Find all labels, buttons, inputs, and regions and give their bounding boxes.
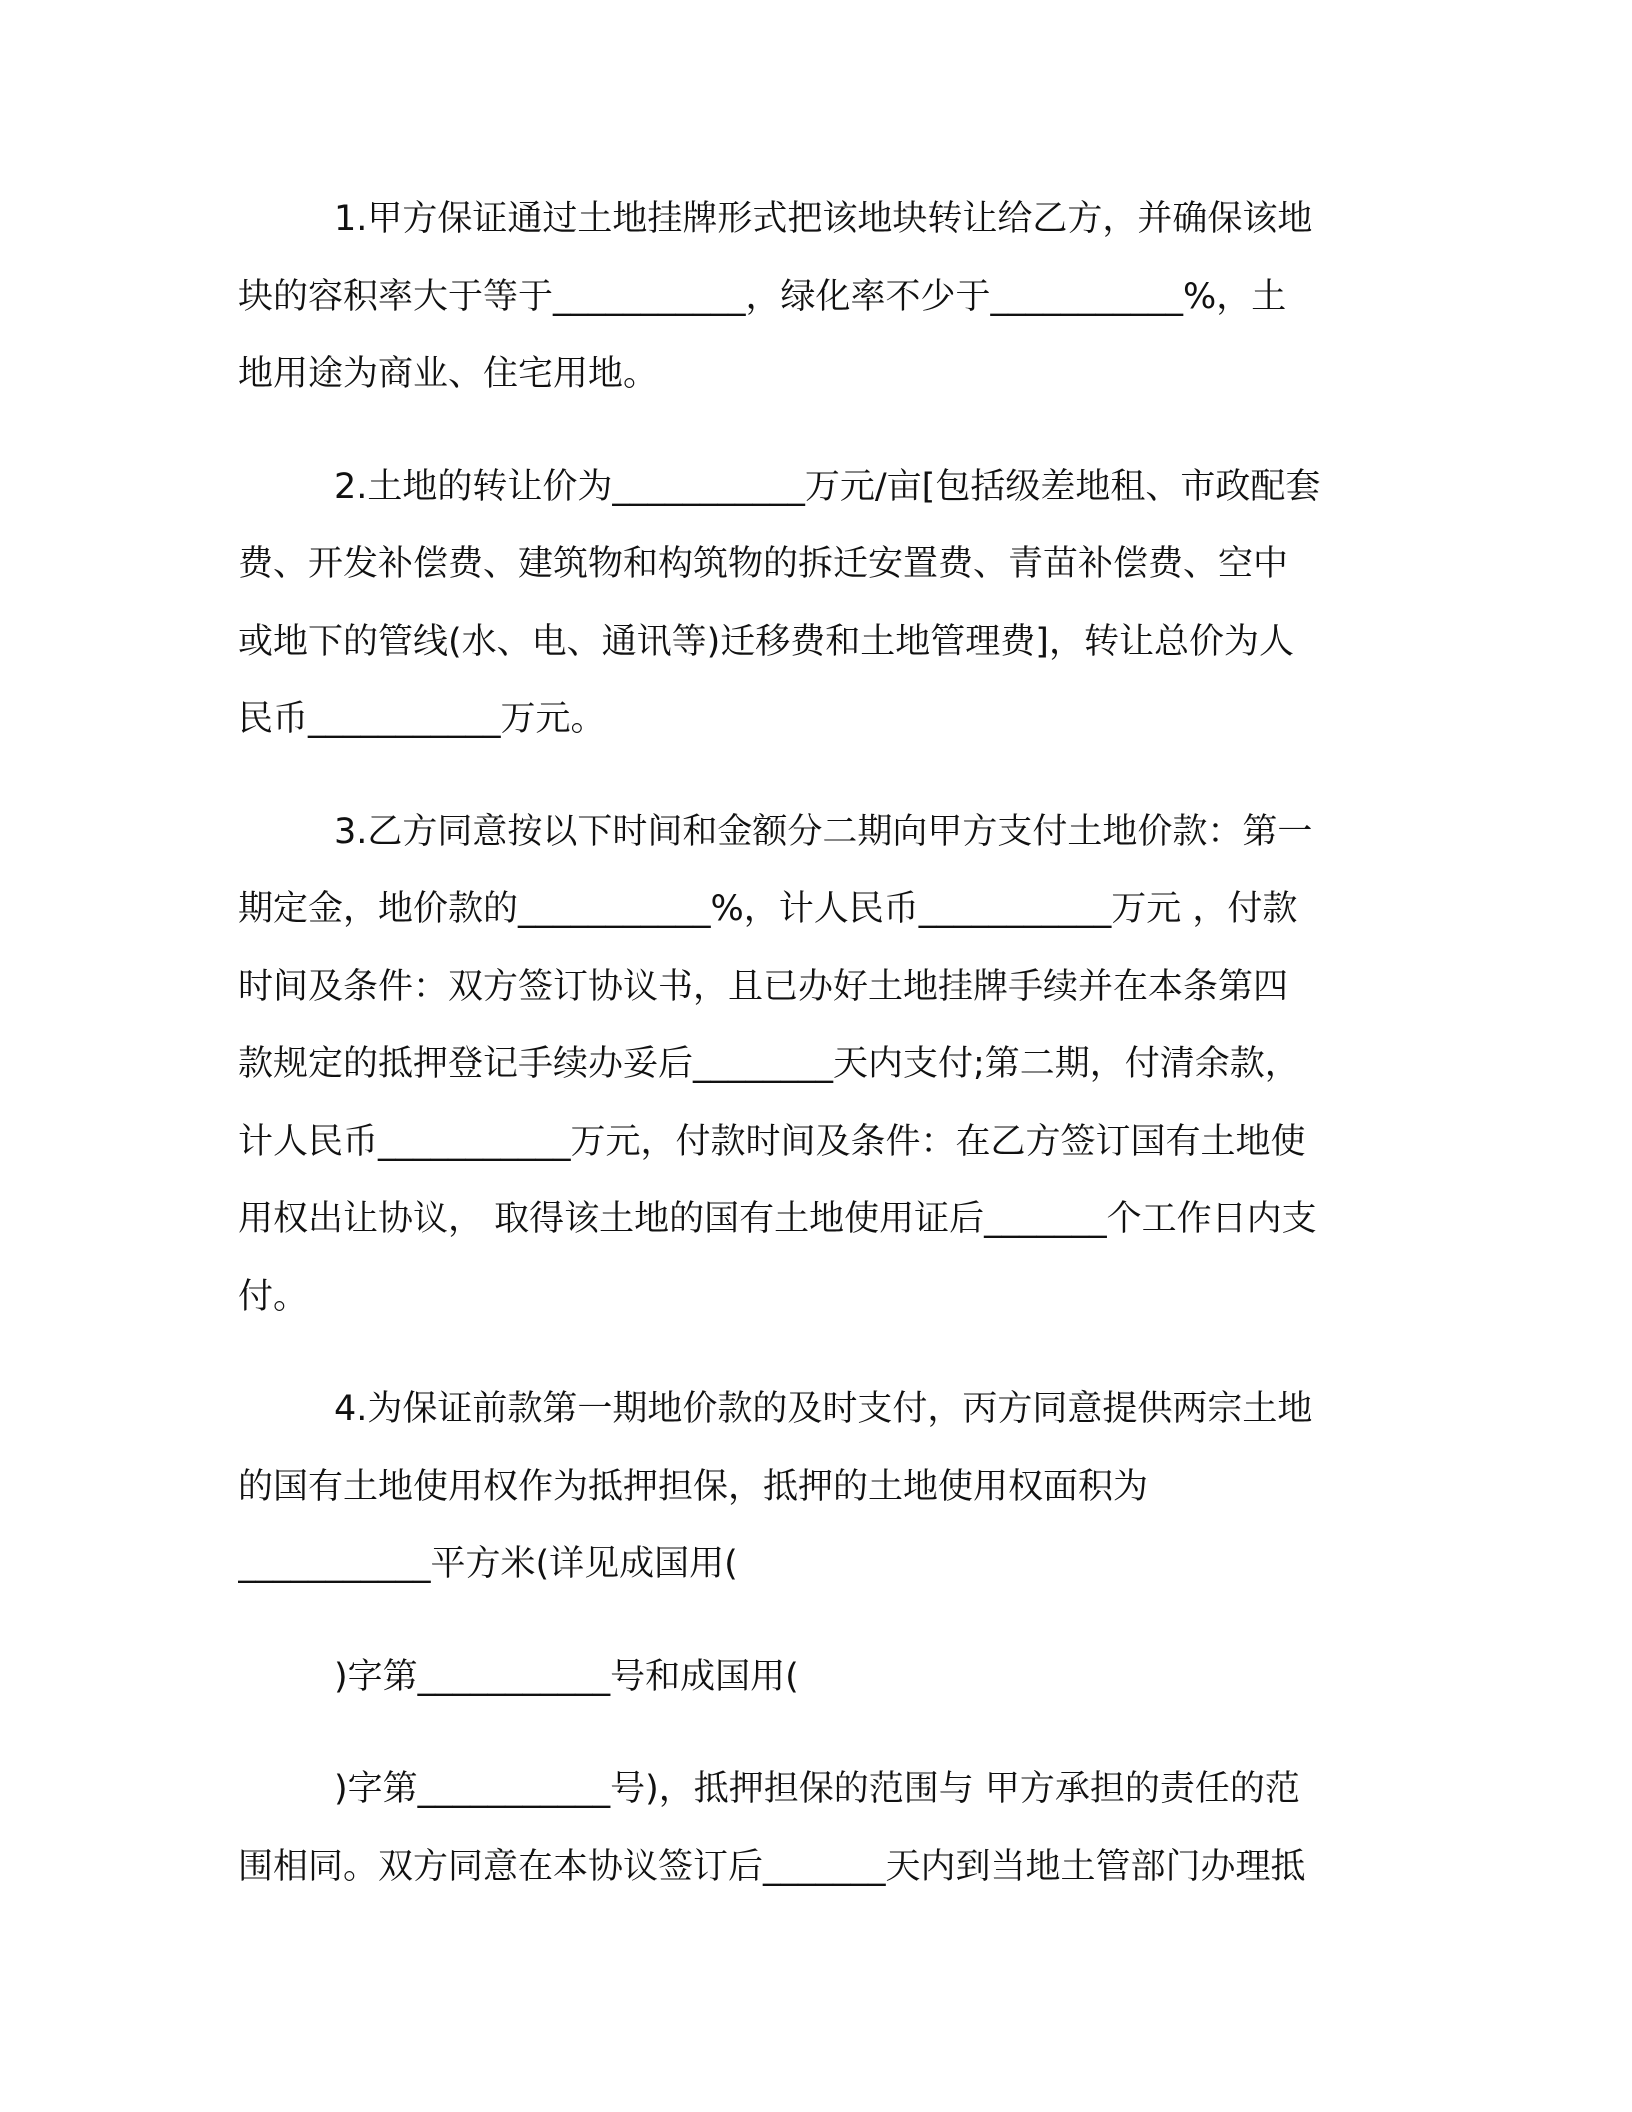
clause-3-line-5: 计人民币___________万元，付款时间及条件：在乙方签订国有土地使	[238, 1121, 1306, 1162]
paragraph-gap	[238, 1604, 1398, 1639]
clause-2-line-2: 费、开发补偿费、建筑物和构筑物的拆迁安置费、青苗补偿费、空中	[238, 544, 1289, 584]
paragraph-gap	[238, 414, 1398, 449]
clause-3-line-1: 3.乙方同意按以下时间和金额分二期向甲方支付土地价款：第一	[334, 811, 1313, 852]
clause-4-line-3: ___________平方米(详见成国用(	[238, 1544, 738, 1584]
clause-2-line-4: 民币___________万元。	[238, 699, 606, 739]
clause-4-line-2: 的国有土地使用权作为抵押担保，抵押的土地使用权面积为	[238, 1466, 1149, 1507]
clause-4b-line-1: )字第___________号)，抵押担保的范围与 甲方承担的责任的范	[334, 1769, 1300, 1809]
clause-3-line-7: 付。	[238, 1276, 309, 1317]
clause-1-line-1: 1.甲方保证通过土地挂牌形式把该地块转让给乙方，并确保该地	[334, 199, 1313, 239]
clause-4b-line-2: 围相同。双方同意在本协议签订后_______天内到当地土管部门办理抵	[238, 1846, 1306, 1887]
clause-1	[238, 181, 1398, 414]
clause-2-line-1: 2.土地的转让价为___________万元/亩[包括级差地租、市政配套	[334, 466, 1321, 507]
clause-4-continued-b	[238, 1751, 1398, 1906]
clause-4a-line-1: )字第___________号和成国用(	[334, 1656, 799, 1697]
clause-4-continued-a	[238, 1639, 1398, 1717]
paragraph-gap	[238, 759, 1398, 794]
paragraph-gap	[238, 1336, 1398, 1371]
clause-3	[238, 794, 1398, 1337]
clause-2-line-3: 或地下的管线(水、电、通讯等)迁移费和土地管理费]，转让总价为人	[238, 621, 1294, 662]
clause-1-line-3: 地用途为商业、住宅用地。	[238, 354, 659, 394]
clause-2	[238, 449, 1398, 759]
clause-3-line-3: 时间及条件：双方签订协议书，且已办好土地挂牌手续并在本条第四	[238, 966, 1289, 1007]
clause-1-line-2: 块的容积率大于等于___________，绿化率不少于___________%，土	[238, 276, 1287, 317]
clause-3-line-2: 期定金，地价款的___________%，计人民币___________万元 ，付款	[238, 889, 1298, 929]
clause-4-line-1: 4.为保证前款第一期地价款的及时支付，丙方同意提供两宗土地	[334, 1389, 1313, 1429]
clause-3-line-6: 用权出让协议， 取得该土地的国有土地使用证后_______个工作日内支	[238, 1199, 1317, 1239]
clause-4	[238, 1371, 1398, 1604]
paragraph-gap	[238, 1716, 1398, 1751]
clause-3-line-4: 款规定的抵押登记手续办妥后________天内支付;第二期，付清余款，	[238, 1044, 1300, 1084]
agreement-text	[238, 181, 1398, 1906]
